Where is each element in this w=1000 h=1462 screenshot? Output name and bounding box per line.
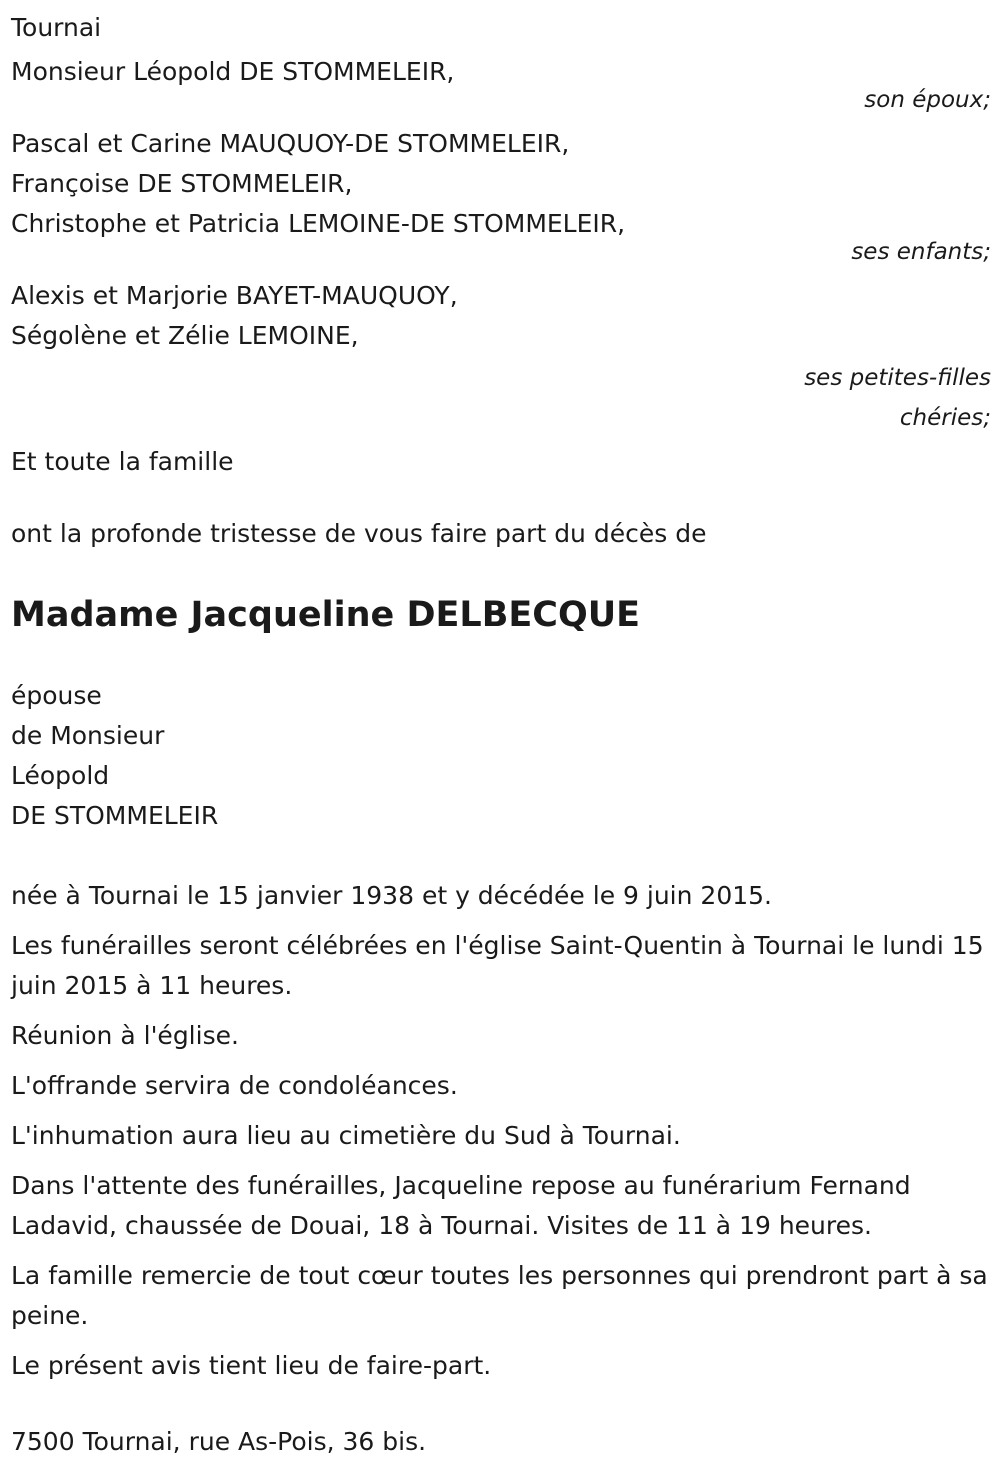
detail-paragraph: Les funérailles seront célébrées en l'église Saint-Quentin à Tournai le lundi 15 juin 2015 à 11 heures. <box>11 931 984 1000</box>
grandchild-line: Ségolène et Zélie LEMOINE, <box>11 321 359 350</box>
detail-paragraph: L'offrande servira de condoléances. <box>11 1071 458 1100</box>
family-rest: Et toute la famille <box>11 447 234 476</box>
detail-paragraph: Dans l'attente des funérailles, Jacqueline repose au funérarium Fernand Ladavid, chaussée de Douai, 18 à Tournai. Visites de 11 à 19 heures. <box>11 1171 911 1240</box>
child-line: Françoise DE STOMMELEIR, <box>11 169 353 198</box>
detail-paragraph: Réunion à l'église. <box>11 1021 239 1050</box>
detail-paragraph: La famille remercie de tout cœur toutes les personnes qui prendront part à sa peine. <box>11 1261 988 1330</box>
detail-paragraph: Le présent avis tient lieu de faire-part. <box>11 1351 492 1380</box>
obituary-notice <box>11 8 991 1462</box>
spouse-name: Monsieur Léopold DE STOMMELEIR, <box>11 57 455 86</box>
grandchildren-role-cont: chéries; <box>899 405 991 431</box>
deceased-name: Madame Jacqueline DELBECQUE <box>11 595 641 635</box>
relation-line: DE STOMMELEIR <box>11 801 219 830</box>
child-line: Pascal et Carine MAUQUOY-DE STOMMELEIR, <box>11 129 570 158</box>
grandchildren-role: ses petites-filles <box>804 365 991 391</box>
spouse-role: son époux; <box>864 87 991 113</box>
relation-line: de Monsieur <box>11 721 165 750</box>
child-line: Christophe et Patricia LEMOINE-DE STOMMELEIR, <box>11 209 626 238</box>
detail-paragraph: née à Tournai le 15 janvier 1938 et y décédée le 9 juin 2015. <box>11 881 772 910</box>
grandchild-line: Alexis et Marjorie BAYET-MAUQUOY, <box>11 281 458 310</box>
relation-line: Léopold <box>11 761 110 790</box>
relation-line: épouse <box>11 681 102 710</box>
detail-paragraph: L'inhumation aura lieu au cimetière du Sud à Tournai. <box>11 1121 681 1150</box>
children-role: ses enfants; <box>851 239 991 265</box>
announcement-intro: ont la profonde tristesse de vous faire part du décès de <box>11 519 707 548</box>
home-address: 7500 Tournai, rue As-Pois, 36 bis. <box>11 1427 427 1456</box>
city-heading: Tournai <box>11 13 102 42</box>
